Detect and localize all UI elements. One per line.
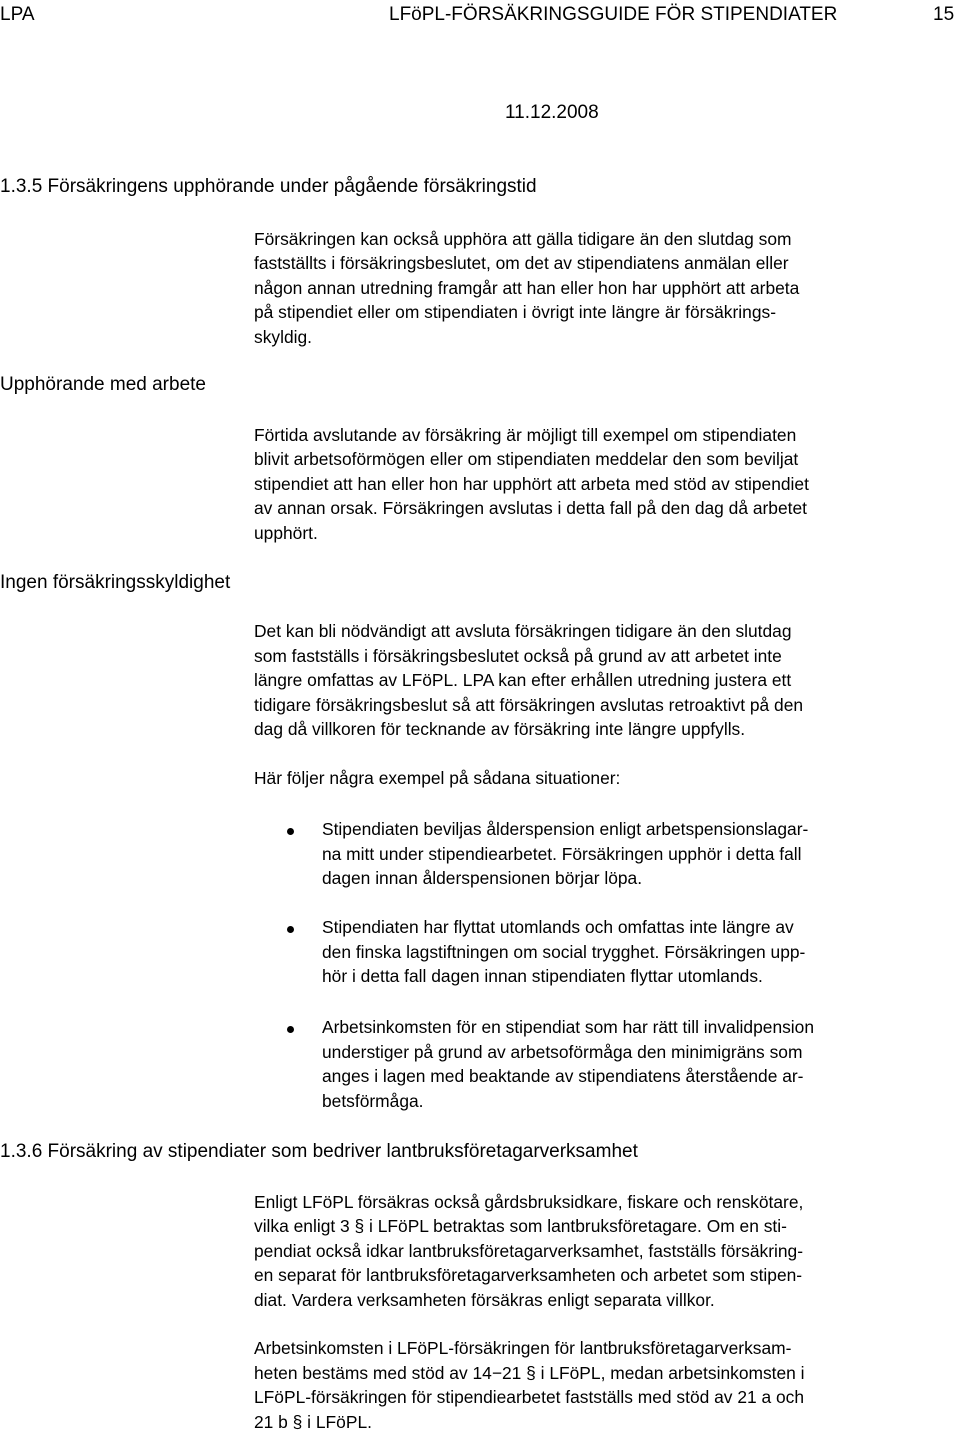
sidebar-label-ingen-forsakringsskyldighet: Ingen försäkringsskyldighet	[0, 572, 231, 593]
document-date: 11.12.2008	[505, 102, 599, 123]
header-org: LPA	[0, 4, 35, 25]
text-line: LFöPL-försäkringen för stipendiearbetet fastställs med stöd av 21 a och	[254, 1387, 805, 1407]
section-heading-1-3-5: 1.3.5 Försäkringens upphörande under pågående försäkringstid	[0, 176, 537, 197]
text-line: Försäkringen kan också upphöra att gälla tidigare än den slutdag som	[254, 229, 792, 249]
text-line: diat. Vardera verksamheten försäkras enligt separata villkor.	[254, 1290, 715, 1310]
text-line: Enligt LFöPL försäkras också gårdsbruksidkare, fiskare och renskötare,	[254, 1192, 804, 1212]
text-line: av annan orsak. Försäkringen avslutas i detta fall på den dag då arbetet	[254, 498, 807, 518]
page-number: 15	[933, 4, 955, 25]
text-line: som fastställs i försäkringsbeslutet också på grund av att arbetet inte	[254, 646, 782, 666]
text-line: na mitt under stipendiearbetet. Försäkringen upphör i detta fall	[322, 844, 802, 864]
text-line: på stipendiet eller om stipendiaten i övrigt inte längre är försäkrings-	[254, 302, 776, 322]
text-line: skyldig.	[254, 327, 312, 347]
text-line: Förtida avslutande av försäkring är möjligt till exempel om stipendiaten	[254, 425, 797, 445]
text-line: någon annan utredning framgår att han eller hon har upphört att arbeta	[254, 278, 800, 298]
text-line: dagen innan ålderspensionen börjar löpa.	[322, 868, 643, 888]
text-line: den finska lagstiftningen om social trygghet. Försäkringen upp-	[322, 942, 806, 962]
text-line: Arbetsinkomsten i LFöPL-försäkringen för lantbruksföretagarverksam-	[254, 1338, 792, 1358]
text-line: 21 b § i LFöPL.	[254, 1412, 372, 1432]
text-line: Arbetsinkomsten för en stipendiat som har rätt till invalidpension	[322, 1017, 815, 1037]
text-line: fastställts i försäkringsbeslutet, om det av stipendiatens anmälan eller	[254, 253, 789, 273]
sidebar-label-upphorande: Upphörande med arbete	[0, 374, 206, 395]
bullet-icon	[287, 926, 294, 933]
text-line: anges i lagen med beaktande av stipendiatens återstående ar-	[322, 1066, 804, 1086]
text-line: en separat för lantbruksföretagarverksamheten och arbetet som stipen-	[254, 1265, 803, 1285]
text-line: stipendiet att han eller hon har upphört att arbeta med stöd av stipendiet	[254, 474, 809, 494]
text-line: dag då villkoren för tecknande av försäkring inte längre uppfylls.	[254, 719, 746, 739]
text-line: tidigare försäkringsbeslut så att försäkringen avslutas retroaktivt på den	[254, 695, 804, 715]
text-line: hör i detta fall dagen innan stipendiaten flyttar utomlands.	[322, 966, 763, 986]
text-line: understiger på grund av arbetsoförmåga den minimigräns som	[322, 1042, 803, 1062]
bullet-icon	[287, 1026, 294, 1033]
text-line: blivit arbetsoförmögen eller om stipendiaten meddelar den som beviljat	[254, 449, 799, 469]
section-heading-1-3-6: 1.3.6 Försäkring av stipendiater som bedriver lantbruksföretagarverksamhet	[0, 1141, 638, 1162]
text-line: Stipendiaten har flyttat utomlands och omfattas inte längre av	[322, 917, 794, 937]
text-line: Det kan bli nödvändigt att avsluta försäkringen tidigare än den slutdag	[254, 621, 792, 641]
text-line: vilka enligt 3 § i LFöPL betraktas som lantbruksföretagare. Om en sti-	[254, 1216, 787, 1236]
text-line: heten bestäms med stöd av 14−21 § i LFöPL, medan arbetsinkomsten i	[254, 1363, 805, 1383]
bullet-icon	[287, 828, 294, 835]
examples-intro: Här följer några exempel på sådana situationer:	[254, 768, 621, 788]
text-line: pendiat också idkar lantbruksföretagarverksamhet, fastställs försäkring-	[254, 1241, 804, 1261]
header-title: LFöPL-FÖRSÄKRINGSGUIDE FÖR STIPENDIATER	[389, 4, 838, 25]
text-line: Stipendiaten beviljas ålderspension enligt arbetspensionslagar-	[322, 819, 809, 839]
text-line: längre omfattas av LFöPL. LPA kan efter erhållen utredning justera ett	[254, 670, 792, 690]
text-line: betsförmåga.	[322, 1091, 424, 1111]
text-line: upphört.	[254, 523, 318, 543]
